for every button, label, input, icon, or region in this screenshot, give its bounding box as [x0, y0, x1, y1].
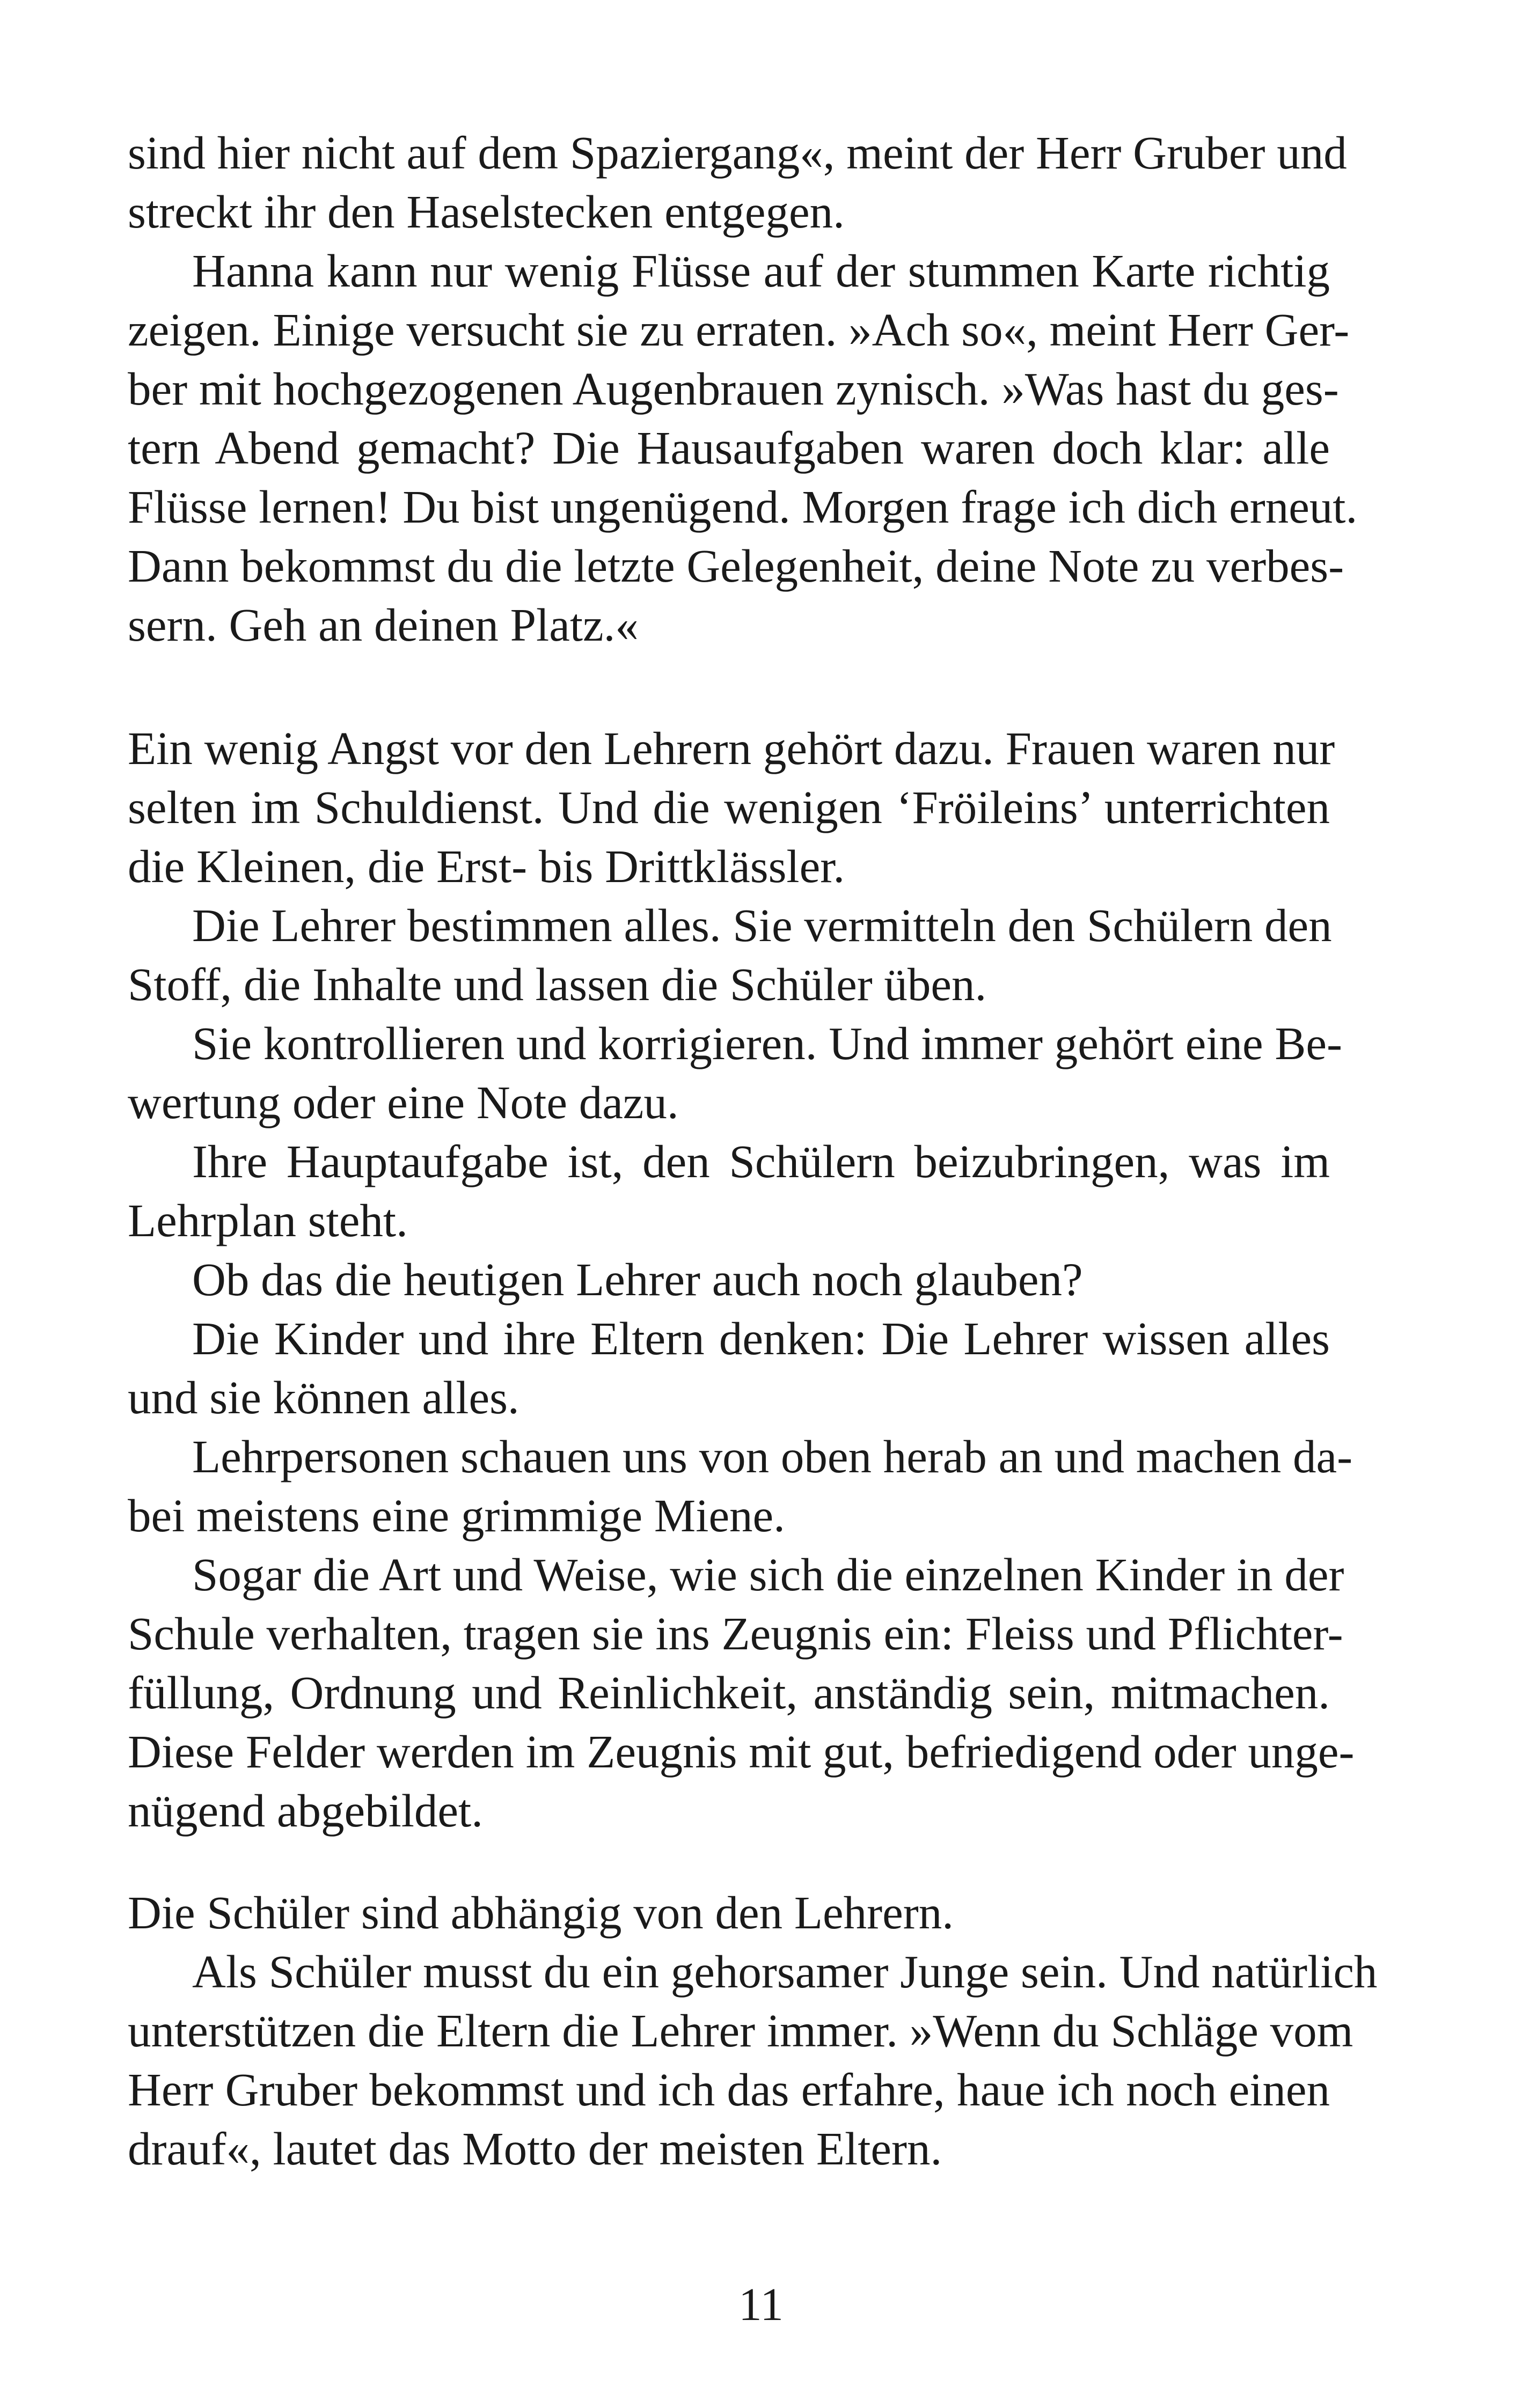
- text-line: Schule verhalten, tragen sie ins Zeugnis ein: Fleiss und Pflichter-: [128, 1607, 1343, 1660]
- text-line: Dann bekommst du die letzte Gelegenheit, deine Note zu verbes-: [128, 540, 1344, 592]
- text-line: tern Abend gemacht? Die Hausaufgaben waren doch klar: alle: [128, 422, 1330, 474]
- text-line: Lehrpersonen schauen uns von oben herab an und machen da-: [192, 1430, 1353, 1482]
- text-line: streckt ihr den Haselstecken entgegen.: [128, 186, 845, 238]
- text-line: Die Lehrer bestimmen alles. Sie vermitteln den Schülern den: [192, 899, 1332, 951]
- text-line: Die Kinder und ihre Eltern denken: Die Lehrer wissen alles: [192, 1312, 1330, 1364]
- text-line: ber mit hochgezogenen Augenbrauen zynisch. »Was hast du ges-: [128, 363, 1339, 415]
- text-line: Ob das die heutigen Lehrer auch noch glauben?: [192, 1253, 1083, 1305]
- text-line: nügend abgebildet.: [128, 1785, 483, 1837]
- text-line: unterstützen die Eltern die Lehrer immer. »Wenn du Schläge vom: [128, 2005, 1353, 2057]
- text-line: und sie können alles.: [128, 1371, 519, 1423]
- text-line: wertung oder eine Note dazu.: [128, 1076, 679, 1128]
- text-line: die Kleinen, die Erst- bis Drittklässler.: [128, 840, 845, 892]
- text-line: selten im Schuldienst. Und die wenigen ‘Fröileins’ unterrichten: [128, 781, 1330, 833]
- text-line: drauf«, lautet das Motto der meisten Eltern.: [128, 2123, 942, 2175]
- text-line: füllung, Ordnung und Reinlichkeit, anständig sein, mitmachen.: [128, 1666, 1330, 1719]
- text-block-1: [128, 123, 1358, 655]
- text-block-3: [128, 1883, 1378, 2178]
- text-block-2: [128, 719, 1355, 1840]
- text-line: Herr Gruber bekommst und ich das erfahre, haue ich noch einen: [128, 2064, 1330, 2116]
- page-number: 11: [738, 2278, 784, 2330]
- text-line: Flüsse lernen! Du bist ungenügend. Morgen frage ich dich erneut.: [128, 481, 1358, 533]
- text-line: sind hier nicht auf dem Spaziergang«, meint der Herr Gruber und: [128, 127, 1347, 179]
- text-line: sern. Geh an deinen Platz.«: [128, 599, 639, 651]
- text-line: Stoff, die Inhalte und lassen die Schüler üben.: [128, 958, 987, 1010]
- text-line: Ein wenig Angst vor den Lehrern gehört dazu. Frauen waren nur: [128, 722, 1335, 774]
- text-line: bei meistens eine grimmige Miene.: [128, 1489, 785, 1541]
- text-line: Die Schüler sind abhängig von den Lehrern.: [128, 1886, 954, 1939]
- text-line: Lehrplan steht.: [128, 1194, 408, 1246]
- text-line: zeigen. Einige versucht sie zu erraten. »Ach so«, meint Herr Ger-: [128, 304, 1350, 356]
- text-line: Hanna kann nur wenig Flüsse auf der stummen Karte richtig: [192, 245, 1330, 297]
- text-line: Sogar die Art und Weise, wie sich die einzelnen Kinder in der: [192, 1548, 1344, 1601]
- text-line: Ihre Hauptaufgabe ist, den Schülern beizubringen, was im: [192, 1135, 1330, 1187]
- text-line: Als Schüler musst du ein gehorsamer Junge sein. Und natürlich: [192, 1946, 1378, 1998]
- text-line: Diese Felder werden im Zeugnis mit gut, befriedigend oder unge-: [128, 1726, 1355, 1778]
- text-line: Sie kontrollieren und korrigieren. Und immer gehört eine Be-: [192, 1017, 1342, 1069]
